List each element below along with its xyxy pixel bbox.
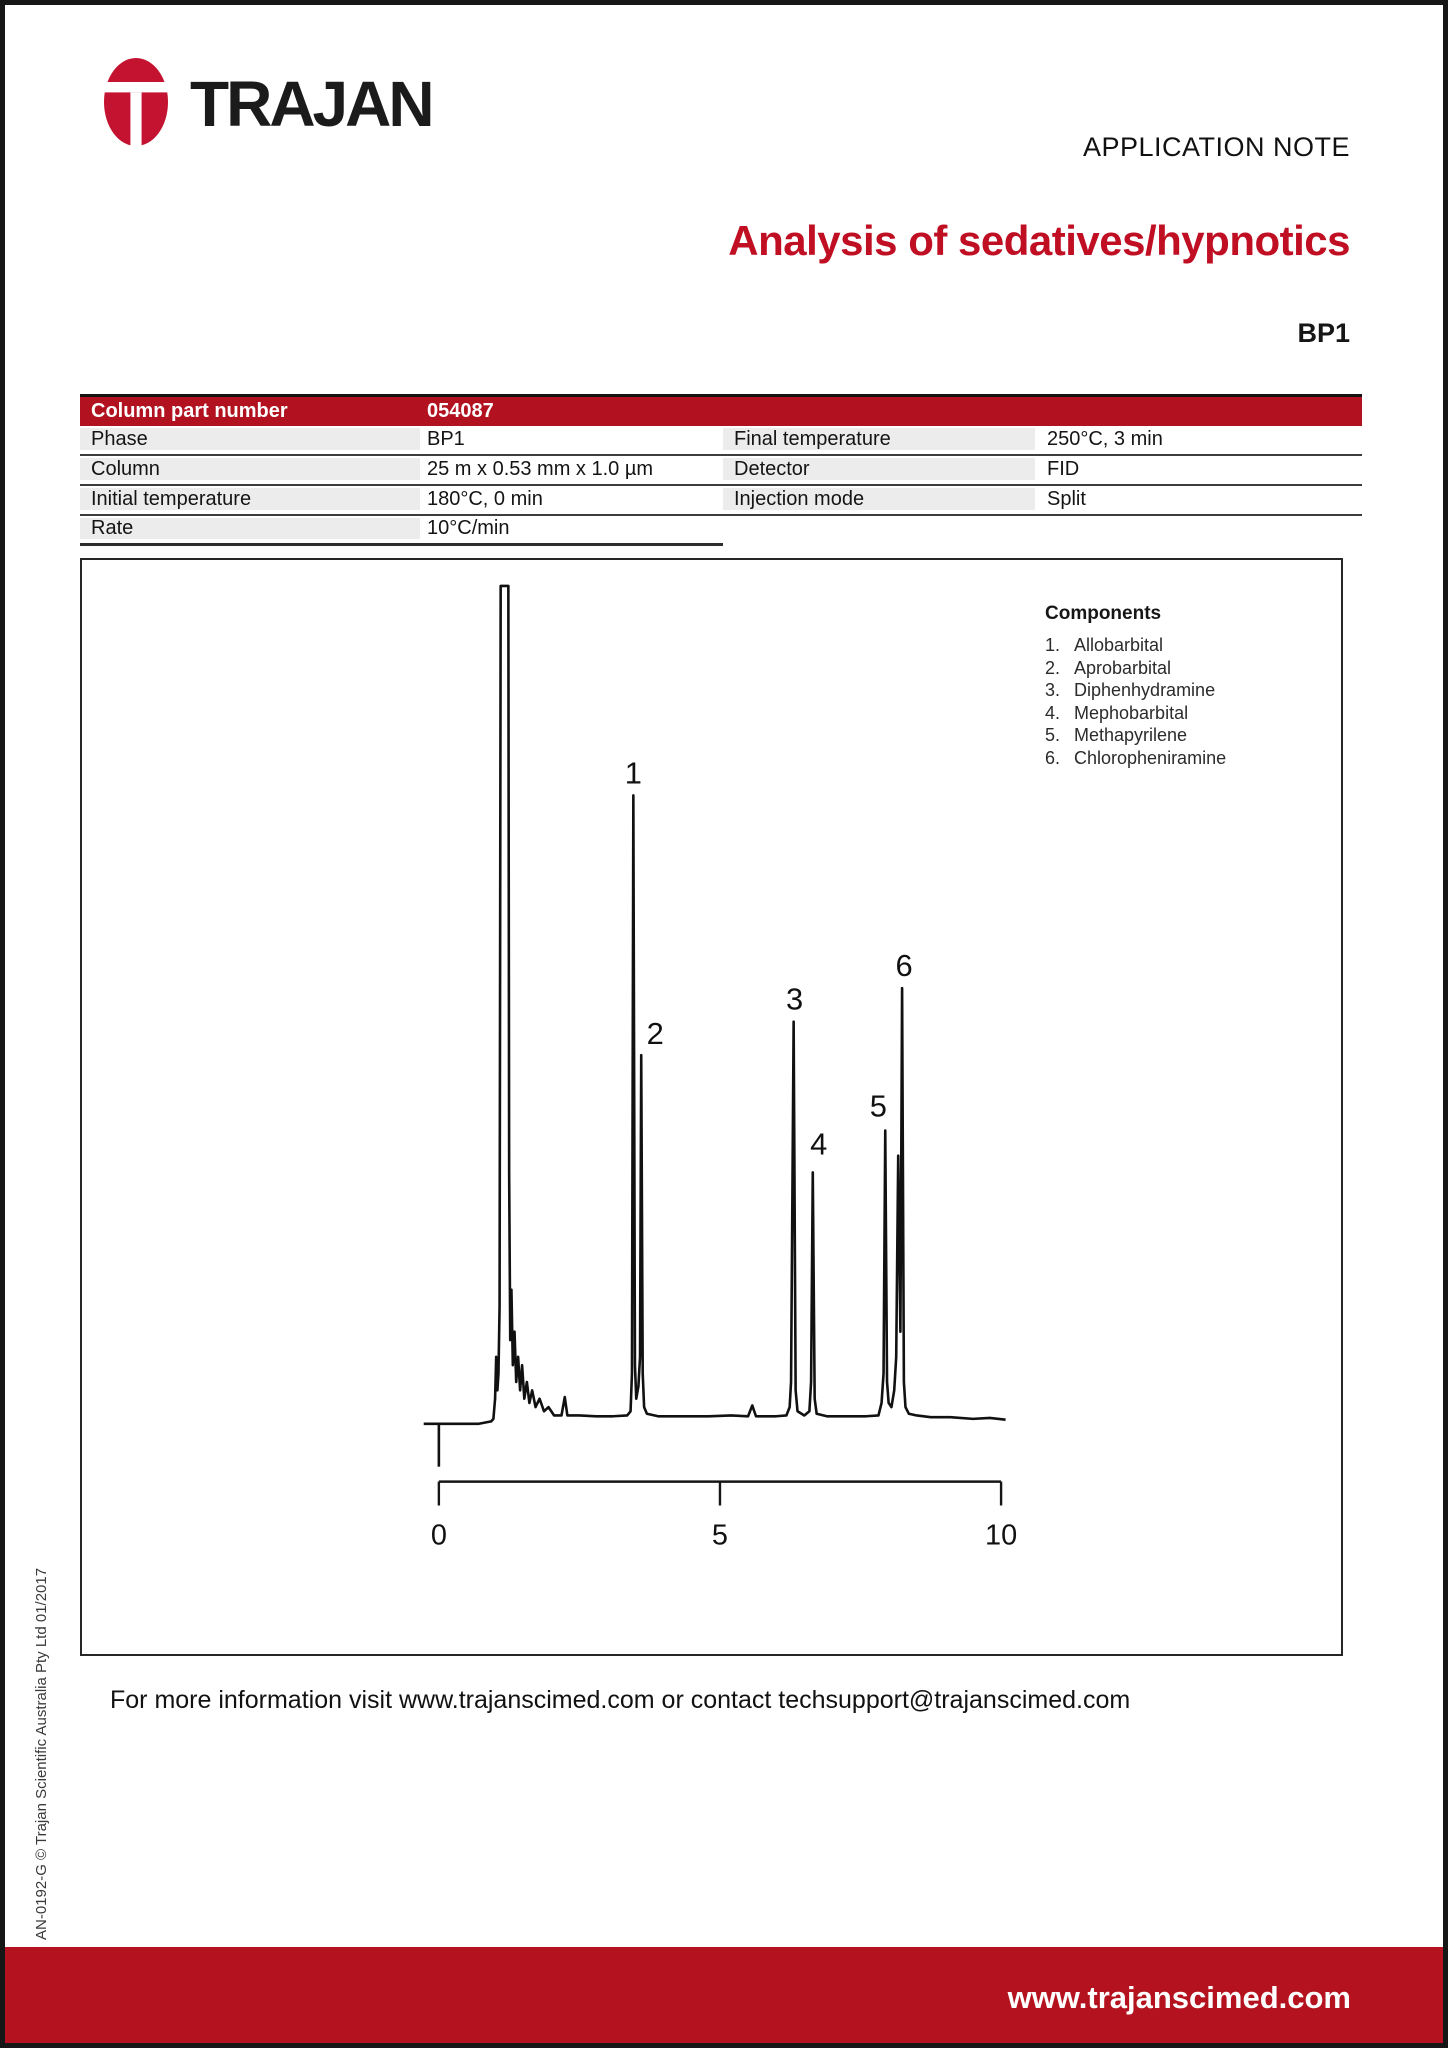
table-row — [723, 456, 1362, 486]
peak-label-3: 3 — [786, 981, 804, 1017]
row-value: 250°C, 3 min — [1047, 427, 1163, 450]
table-row — [723, 486, 1362, 516]
footer-website: www.trajanscimed.com — [1007, 1980, 1351, 2015]
trajan-logo-icon — [96, 56, 176, 148]
legend-item — [1045, 679, 1226, 702]
row-value: BP1 — [427, 427, 465, 450]
legend-item-name: Mephobarbital — [1074, 702, 1189, 723]
peak-label-1: 1 — [624, 755, 642, 791]
row-label: Phase — [80, 428, 420, 450]
table-row — [80, 516, 723, 546]
row-value: 25 m x 0.53 mm x 1.0 µm — [427, 457, 654, 480]
peak-label-5: 5 — [869, 1088, 887, 1124]
x-axis-tick-label: 5 — [711, 1519, 729, 1552]
document-id-sidenote: AN-0192-G © Trajan Scientific Australia Pty Ltd 01/2017 — [33, 1567, 50, 1940]
method-parameters-table — [80, 394, 1362, 550]
row-value: FID — [1047, 457, 1080, 480]
legend-item-name: Diphenhydramine — [1074, 680, 1216, 701]
legend-item — [1045, 702, 1226, 725]
table-left-half — [80, 426, 723, 546]
footer-contact-note: For more information visit www.trajanscimed.com or contact techsupport@trajanscimed.com — [110, 1686, 1131, 1714]
legend-item-name: Aprobarbital — [1074, 657, 1172, 678]
peak-label-6: 6 — [895, 948, 913, 984]
components-legend — [1045, 603, 1226, 770]
x-axis-tick-label: 10 — [985, 1519, 1018, 1552]
legend-item-number: 6. — [1045, 747, 1061, 768]
row-label: Initial temperature — [80, 488, 420, 510]
brand-name: TRAJAN — [190, 68, 432, 140]
legend-item-number: 1. — [1045, 635, 1061, 655]
table-header-row — [80, 397, 1362, 426]
table-row — [80, 486, 723, 516]
row-value: 180°C, 0 min — [427, 487, 543, 510]
table-header-label: Column part number — [91, 400, 288, 422]
legend-item-number: 2. — [1045, 657, 1061, 678]
table-header-value: 054087 — [427, 400, 494, 422]
row-label: Column — [80, 458, 420, 480]
table-row — [723, 426, 1362, 456]
document-type-label: APPLICATION NOTE — [1082, 132, 1350, 162]
peak-label-2: 2 — [646, 1016, 664, 1052]
legend-item — [1045, 657, 1226, 680]
phase-subtitle: BP1 — [1297, 318, 1350, 348]
peak-label-4: 4 — [810, 1126, 828, 1162]
legend-item-number: 4. — [1045, 702, 1061, 723]
legend-item-name: Allobarbital — [1074, 635, 1164, 655]
chromatogram-figure — [80, 558, 1343, 1656]
legend-title: Components — [1045, 603, 1162, 624]
legend-item-name: Chloropheniramine — [1074, 747, 1227, 768]
row-value: 10°C/min — [427, 517, 510, 539]
legend-items — [1045, 634, 1226, 770]
legend-item — [1045, 747, 1226, 770]
legend-item-number: 5. — [1045, 725, 1061, 746]
page-title: Analysis of sedatives/hypnotics — [728, 217, 1350, 264]
legend-item-name: Methapyrilene — [1074, 725, 1188, 746]
row-label: Detector — [723, 458, 1035, 480]
chromatogram-trace — [424, 586, 1006, 1424]
row-label: Rate — [80, 518, 420, 539]
row-value: Split — [1047, 487, 1086, 510]
table-row — [80, 426, 723, 456]
legend-item-number: 3. — [1045, 680, 1061, 701]
legend-item — [1045, 634, 1226, 657]
footer-bar — [0, 1947, 1448, 2048]
x-axis-tick-label: 0 — [430, 1519, 447, 1552]
table-right-half — [723, 426, 1362, 516]
table-row — [80, 456, 723, 486]
row-label: Injection mode — [723, 488, 1035, 510]
row-label: Final temperature — [723, 428, 1035, 450]
x-axis — [439, 1482, 1001, 1506]
trajan-logo — [96, 56, 432, 148]
legend-item — [1045, 724, 1226, 747]
